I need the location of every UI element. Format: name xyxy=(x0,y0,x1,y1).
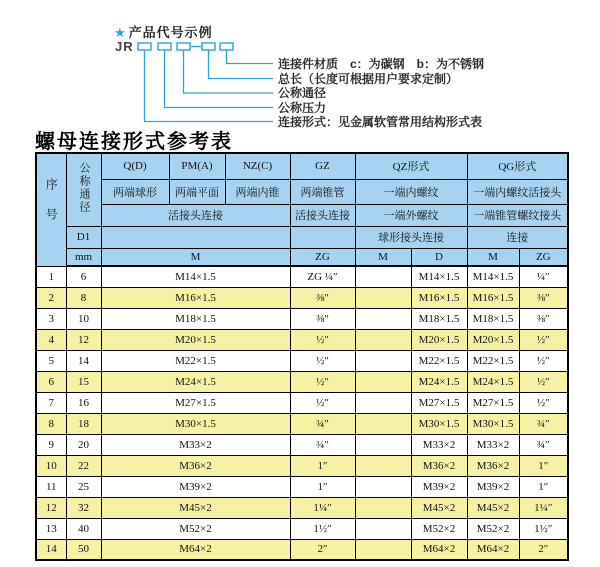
qz-m-cell xyxy=(355,497,411,518)
m-thread-cell: M22×1.5 xyxy=(101,350,290,371)
m-thread-cell: M24×1.5 xyxy=(101,371,290,392)
qz-d-cell: M45×2 xyxy=(411,497,467,518)
qg-zg-cell: ⅜″ xyxy=(519,308,568,329)
row-number-cell: 10 xyxy=(36,455,66,476)
gz-cell: 1¼″ xyxy=(290,497,355,518)
mm-cell: 14 xyxy=(66,350,101,371)
mm-cell: 25 xyxy=(66,476,101,497)
table-row xyxy=(36,266,568,287)
qg-zg-cell: ½″ xyxy=(519,329,568,350)
unit-qg-zg: ZG xyxy=(519,248,568,266)
table-row xyxy=(36,413,568,434)
m-thread-cell: M33×2 xyxy=(101,434,290,455)
table-row xyxy=(36,518,568,539)
gz-cell: 1½″ xyxy=(290,518,355,539)
gz-cell: ½″ xyxy=(290,350,355,371)
gz-cell: ZG ¼″ xyxy=(290,266,355,287)
qz-m-cell xyxy=(355,539,411,560)
row-number-cell: 13 xyxy=(36,518,66,539)
row-number-cell: 11 xyxy=(36,476,66,497)
qz-d-cell: M33×2 xyxy=(411,434,467,455)
connection2-qg: 连接 xyxy=(467,226,568,248)
end-type-qd: 两端球形 xyxy=(101,179,169,204)
mm-cell: 22 xyxy=(66,455,101,476)
table-row xyxy=(36,371,568,392)
end-type-qg: 一端内螺纹活接头 xyxy=(467,179,568,204)
row-number-cell: 4 xyxy=(36,329,66,350)
qz-d-cell: M64×2 xyxy=(411,539,467,560)
header-row-end-types xyxy=(36,179,568,204)
qg-zg-cell: 1¼″ xyxy=(519,497,568,518)
mm-header-cell: mm xyxy=(66,248,101,266)
row-number-cell: 6 xyxy=(36,371,66,392)
qz-d-cell: M14×1.5 xyxy=(411,266,467,287)
qz-m-cell xyxy=(355,308,411,329)
label-diameter: 公称通径 xyxy=(278,86,327,100)
row-number-cell: 2 xyxy=(36,287,66,308)
d1-cell: D1 xyxy=(66,226,101,248)
mm-cell: 32 xyxy=(66,497,101,518)
mm-cell: 8 xyxy=(66,287,101,308)
gz-cell: ¾″ xyxy=(290,434,355,455)
gz-cell: ½″ xyxy=(290,329,355,350)
table-row xyxy=(36,392,568,413)
header-row-connections xyxy=(36,204,568,226)
row-number-cell: 7 xyxy=(36,392,66,413)
qg-m-cell: M14×1.5 xyxy=(467,266,519,287)
unit-m: M xyxy=(101,248,290,266)
label-material: 连接件材质 c：为碳钢 b：为不锈钢 xyxy=(278,57,485,71)
qg-zg-cell: ¾″ xyxy=(519,434,568,455)
group-qg: QG形式 xyxy=(467,153,568,179)
m-thread-cell: M20×1.5 xyxy=(101,329,290,350)
qg-m-cell: M30×1.5 xyxy=(467,413,519,434)
gz-cell: ⅜″ xyxy=(290,308,355,329)
diameter-header-cell xyxy=(66,153,101,226)
qg-zg-cell: ½″ xyxy=(519,350,568,371)
group-gz: GZ xyxy=(290,153,355,179)
qz-d-cell: M18×1.5 xyxy=(411,308,467,329)
m-thread-cell: M18×1.5 xyxy=(101,308,290,329)
qg-m-cell: M45×2 xyxy=(467,497,519,518)
m-thread-cell: M39×2 xyxy=(101,476,290,497)
qg-zg-cell: ⅜″ xyxy=(519,287,568,308)
mm-cell: 40 xyxy=(66,518,101,539)
code-box-2 xyxy=(158,43,171,50)
qg-m-cell: M20×1.5 xyxy=(467,329,519,350)
row-number-cell: 5 xyxy=(36,350,66,371)
qg-zg-cell: 1″ xyxy=(519,455,568,476)
qz-d-cell: M36×2 xyxy=(411,455,467,476)
code-box-4 xyxy=(202,43,215,50)
gz-cell: ¾″ xyxy=(290,413,355,434)
qg-m-cell: M27×1.5 xyxy=(467,392,519,413)
code-prefix: JR xyxy=(115,39,134,54)
serial-header-cell xyxy=(36,153,66,266)
qg-m-cell: M24×1.5 xyxy=(467,371,519,392)
qz-m-cell xyxy=(355,455,411,476)
unit-qz-m: M xyxy=(355,248,411,266)
qz-d-cell: M24×1.5 xyxy=(411,371,467,392)
d1-blank-gz xyxy=(290,226,355,248)
qz-m-cell xyxy=(355,434,411,455)
qz-m-cell xyxy=(355,287,411,308)
qz-m-cell xyxy=(355,329,411,350)
connection-qg: 一端锥管螺纹接头 xyxy=(467,204,568,226)
label-form: 连接形式：见金属软管常用结构形式表 xyxy=(278,115,483,129)
table-row xyxy=(36,476,568,497)
group-nzc: NZ(C) xyxy=(225,153,290,179)
d1-blank-m xyxy=(101,226,290,248)
mm-cell: 20 xyxy=(66,434,101,455)
qz-d-cell: M22×1.5 xyxy=(411,350,467,371)
table-header xyxy=(36,153,568,266)
qg-m-cell: M39×2 xyxy=(467,476,519,497)
row-number-cell: 1 xyxy=(36,266,66,287)
qg-m-cell: M33×2 xyxy=(467,434,519,455)
serial-header-text: 序号 xyxy=(44,178,59,239)
code-box-5 xyxy=(220,43,233,50)
group-qd: Q(D) xyxy=(101,153,169,179)
row-number-cell: 3 xyxy=(36,308,66,329)
header-row-units xyxy=(36,248,568,266)
table-row xyxy=(36,434,568,455)
row-number-cell: 9 xyxy=(36,434,66,455)
qg-zg-cell: 1″ xyxy=(519,476,568,497)
qg-m-cell: M16×1.5 xyxy=(467,287,519,308)
qz-m-cell xyxy=(355,371,411,392)
label-length: 总长（长度可根据用户要求定制） xyxy=(278,72,459,86)
m-thread-cell: M30×1.5 xyxy=(101,413,290,434)
table-row xyxy=(36,308,568,329)
m-thread-cell: M45×2 xyxy=(101,497,290,518)
qg-m-cell: M64×2 xyxy=(467,539,519,560)
m-thread-cell: M16×1.5 xyxy=(101,287,290,308)
qg-zg-cell: 2″ xyxy=(519,539,568,560)
connection-qz: 一端外螺纹 xyxy=(355,204,467,226)
row-number-cell: 14 xyxy=(36,539,66,560)
nut-connection-table xyxy=(35,152,569,561)
header-row-d1 xyxy=(36,226,568,248)
code-box-3 xyxy=(177,43,190,50)
connector-length xyxy=(209,50,274,79)
table-row xyxy=(36,287,568,308)
qg-zg-cell: ¼″ xyxy=(519,266,568,287)
m-thread-cell: M52×2 xyxy=(101,518,290,539)
connector-diameter xyxy=(184,50,274,93)
qz-m-cell xyxy=(355,413,411,434)
qg-zg-cell: ½″ xyxy=(519,392,568,413)
table-row xyxy=(36,455,568,476)
diagram-heading-text: 产品代号示例 xyxy=(128,25,213,40)
gz-cell: ½″ xyxy=(290,371,355,392)
end-type-pma: 两端平面 xyxy=(169,179,225,204)
row-number-cell: 8 xyxy=(36,413,66,434)
qg-m-cell: M52×2 xyxy=(467,518,519,539)
mm-cell: 16 xyxy=(66,392,101,413)
qz-m-cell xyxy=(355,350,411,371)
mm-cell: 15 xyxy=(66,371,101,392)
gz-cell: ⅜″ xyxy=(290,287,355,308)
qg-m-cell: M18×1.5 xyxy=(467,308,519,329)
mm-cell: 6 xyxy=(66,266,101,287)
mm-cell: 50 xyxy=(66,539,101,560)
m-thread-cell: M36×2 xyxy=(101,455,290,476)
group-pma: PM(A) xyxy=(169,153,225,179)
qz-m-cell xyxy=(355,266,411,287)
m-thread-cell: M27×1.5 xyxy=(101,392,290,413)
qz-d-cell: M20×1.5 xyxy=(411,329,467,350)
qg-zg-cell: ¾″ xyxy=(519,413,568,434)
header-row-groups xyxy=(36,153,568,179)
qg-zg-cell: ½″ xyxy=(519,371,568,392)
gz-cell: 1″ xyxy=(290,455,355,476)
qz-m-cell xyxy=(355,392,411,413)
table-row xyxy=(36,539,568,560)
m-thread-cell: M14×1.5 xyxy=(101,266,290,287)
qg-m-cell: M22×1.5 xyxy=(467,350,519,371)
m-thread-cell: M64×2 xyxy=(101,539,290,560)
connection-gz: 活接头连接 xyxy=(290,204,355,226)
row-number-cell: 12 xyxy=(36,497,66,518)
end-type-gz: 两端锥管 xyxy=(290,179,355,204)
unit-zg: ZG xyxy=(290,248,355,266)
end-type-nzc: 两端内锥 xyxy=(225,179,290,204)
qg-m-cell: M36×2 xyxy=(467,455,519,476)
label-pressure: 公称压力 xyxy=(278,101,327,115)
qz-m-cell xyxy=(355,518,411,539)
table-title: 螺母连接形式参考表 xyxy=(35,131,233,153)
unit-qg-m: M xyxy=(467,248,519,266)
star-icon: ★ xyxy=(114,25,127,40)
qz-d-cell: M39×2 xyxy=(411,476,467,497)
qz-d-cell: M52×2 xyxy=(411,518,467,539)
qg-zg-cell: 1½″ xyxy=(519,518,568,539)
diameter-header-text: 公称通径 xyxy=(78,162,90,215)
unit-qz-d: D xyxy=(411,248,467,266)
table-row xyxy=(36,497,568,518)
gz-cell: 1″ xyxy=(290,476,355,497)
code-box-1 xyxy=(138,43,151,50)
mm-cell: 10 xyxy=(66,308,101,329)
end-type-qz: 一端内螺纹 xyxy=(355,179,467,204)
qz-d-cell: M16×1.5 xyxy=(411,287,467,308)
table-row xyxy=(36,350,568,371)
qz-d-cell: M30×1.5 xyxy=(411,413,467,434)
connection-union: 活接头连接 xyxy=(101,204,290,226)
table-row xyxy=(36,329,568,350)
gz-cell: ½″ xyxy=(290,392,355,413)
qz-d-cell: M27×1.5 xyxy=(411,392,467,413)
mm-cell: 12 xyxy=(66,329,101,350)
connection2-qz: 球形接头连接 xyxy=(355,226,467,248)
qz-m-cell xyxy=(355,476,411,497)
table-body xyxy=(36,266,568,560)
gz-cell: 2″ xyxy=(290,539,355,560)
connector-material xyxy=(227,50,274,64)
mm-cell: 18 xyxy=(66,413,101,434)
group-qz: QZ形式 xyxy=(355,153,467,179)
